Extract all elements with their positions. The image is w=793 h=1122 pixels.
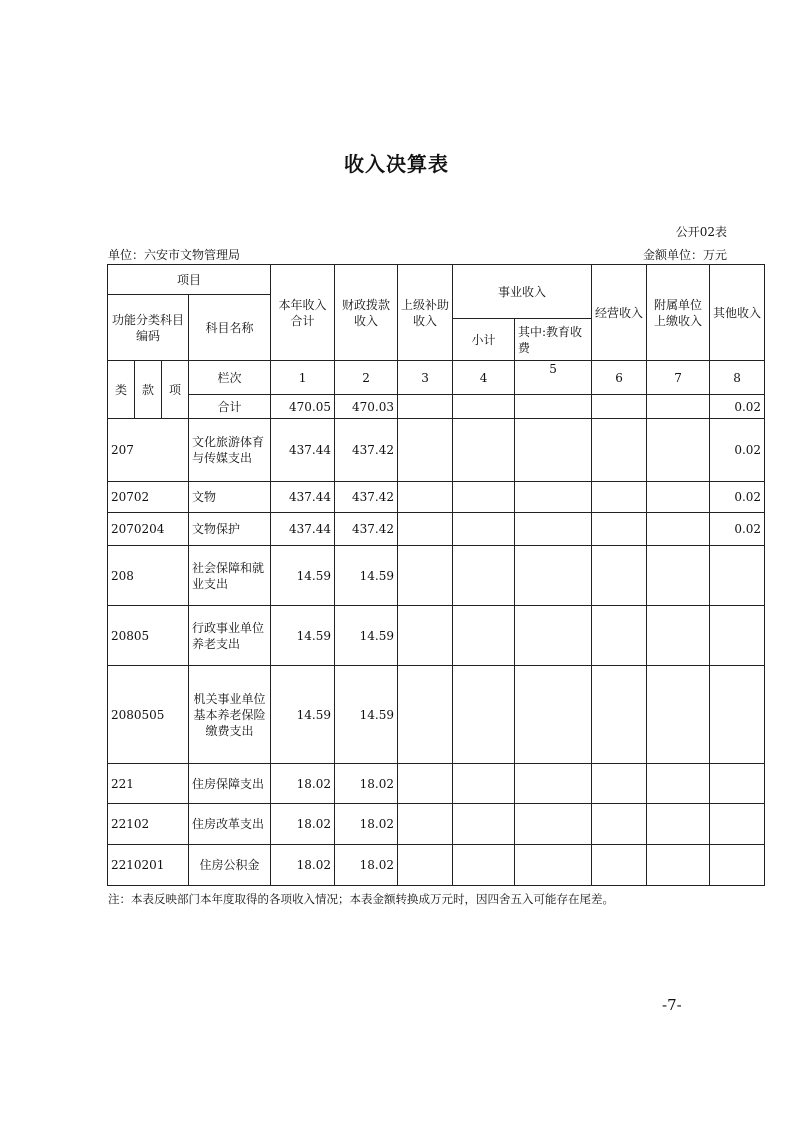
table-row bbox=[108, 804, 765, 845]
footnote: 注：本表反映部门本年度取得的各项收入情况；本表金额转换成万元时，因四舍五入可能存在尾差。 bbox=[108, 892, 614, 906]
row-other: 0.02 bbox=[710, 482, 765, 513]
header-fiscal: 财政拨款收入 bbox=[335, 265, 398, 361]
header-item: 项目 bbox=[108, 265, 271, 295]
col-num-7: 7 bbox=[647, 361, 710, 395]
row-name: 文物 bbox=[189, 482, 271, 513]
row-fiscal: 14.59 bbox=[335, 666, 398, 764]
col-num-4: 4 bbox=[453, 361, 515, 395]
row-fiscal: 14.59 bbox=[335, 546, 398, 606]
row-annual: 437.44 bbox=[271, 482, 335, 513]
table-row bbox=[108, 764, 765, 804]
row-name: 文化旅游体育与传媒支出 bbox=[189, 419, 271, 482]
header-subtotal: 小计 bbox=[453, 319, 515, 361]
income-table bbox=[107, 264, 765, 886]
header-subject-name: 科目名称 bbox=[189, 295, 271, 361]
row-annual: 18.02 bbox=[271, 804, 335, 845]
table-row bbox=[108, 546, 765, 606]
col-num-1: 1 bbox=[271, 361, 335, 395]
header-business: 事业收入 bbox=[453, 265, 592, 319]
table-row bbox=[108, 666, 765, 764]
col-num-2: 2 bbox=[335, 361, 398, 395]
row-code: 207 bbox=[108, 419, 189, 482]
row-name: 住房改革支出 bbox=[189, 804, 271, 845]
header-xiang: 项 bbox=[162, 361, 189, 419]
header-lei: 类 bbox=[108, 361, 135, 419]
total-annual: 470.05 bbox=[271, 395, 335, 419]
row-other bbox=[710, 845, 765, 886]
header-kuan: 款 bbox=[135, 361, 162, 419]
total-other: 0.02 bbox=[710, 395, 765, 419]
row-fiscal: 14.59 bbox=[335, 606, 398, 666]
header-other: 其他收入 bbox=[710, 265, 765, 361]
row-other: 0.02 bbox=[710, 513, 765, 546]
col-num-8: 8 bbox=[710, 361, 765, 395]
row-code: 2070204 bbox=[108, 513, 189, 546]
col-num-5: 5 bbox=[515, 361, 592, 395]
row-annual: 437.44 bbox=[271, 513, 335, 546]
header-func-code: 功能分类科目编码 bbox=[108, 295, 189, 361]
row-code: 20702 bbox=[108, 482, 189, 513]
col-num-6: 6 bbox=[592, 361, 647, 395]
form-number: 公开02表 bbox=[675, 225, 727, 239]
row-fiscal: 18.02 bbox=[335, 764, 398, 804]
row-code: 2210201 bbox=[108, 845, 189, 886]
row-code: 221 bbox=[108, 764, 189, 804]
row-fiscal: 437.42 bbox=[335, 513, 398, 546]
row-annual: 18.02 bbox=[271, 764, 335, 804]
header-education: 其中:教育收费 bbox=[515, 319, 592, 361]
row-annual: 14.59 bbox=[271, 546, 335, 606]
row-annual: 14.59 bbox=[271, 606, 335, 666]
row-annual: 437.44 bbox=[271, 419, 335, 482]
row-name: 行政事业单位养老支出 bbox=[189, 606, 271, 666]
row-other bbox=[710, 764, 765, 804]
row-name: 文物保护 bbox=[189, 513, 271, 546]
col-num-3: 3 bbox=[398, 361, 453, 395]
table-row bbox=[108, 606, 765, 666]
amount-unit-label: 金额单位：万元 bbox=[642, 248, 727, 262]
row-fiscal: 437.42 bbox=[335, 419, 398, 482]
row-name: 住房保障支出 bbox=[189, 764, 271, 804]
unit-label: 单位：六安市文物管理局 bbox=[108, 248, 241, 262]
page-title: 收入决算表 bbox=[344, 152, 449, 176]
header-operating: 经营收入 bbox=[592, 265, 647, 361]
total-fiscal: 470.03 bbox=[335, 395, 398, 419]
row-fiscal: 437.42 bbox=[335, 482, 398, 513]
row-code: 208 bbox=[108, 546, 189, 606]
row-code: 20805 bbox=[108, 606, 189, 666]
table-row bbox=[108, 419, 765, 482]
row-name: 机关事业单位基本养老保险缴费支出 bbox=[189, 666, 271, 764]
table-row bbox=[108, 513, 765, 546]
row-annual: 18.02 bbox=[271, 845, 335, 886]
page-number: -7- bbox=[662, 996, 682, 1014]
header-lanci: 栏次 bbox=[189, 361, 271, 395]
row-other bbox=[710, 546, 765, 606]
row-other bbox=[710, 666, 765, 764]
row-annual: 14.59 bbox=[271, 666, 335, 764]
row-code: 2080505 bbox=[108, 666, 189, 764]
row-fiscal: 18.02 bbox=[335, 804, 398, 845]
row-fiscal: 18.02 bbox=[335, 845, 398, 886]
table-row bbox=[108, 845, 765, 886]
row-other bbox=[710, 606, 765, 666]
total-row bbox=[108, 395, 765, 419]
total-label: 合计 bbox=[189, 395, 271, 419]
header-superior: 上级补助收入 bbox=[398, 265, 453, 361]
header-affiliated: 附属单位上缴收入 bbox=[647, 265, 710, 361]
row-name: 住房公积金 bbox=[189, 845, 271, 886]
table-row bbox=[108, 482, 765, 513]
row-other bbox=[710, 804, 765, 845]
row-other: 0.02 bbox=[710, 419, 765, 482]
row-code: 22102 bbox=[108, 804, 189, 845]
row-name: 社会保障和就业支出 bbox=[189, 546, 271, 606]
header-annual-total: 本年收入合计 bbox=[271, 265, 335, 361]
